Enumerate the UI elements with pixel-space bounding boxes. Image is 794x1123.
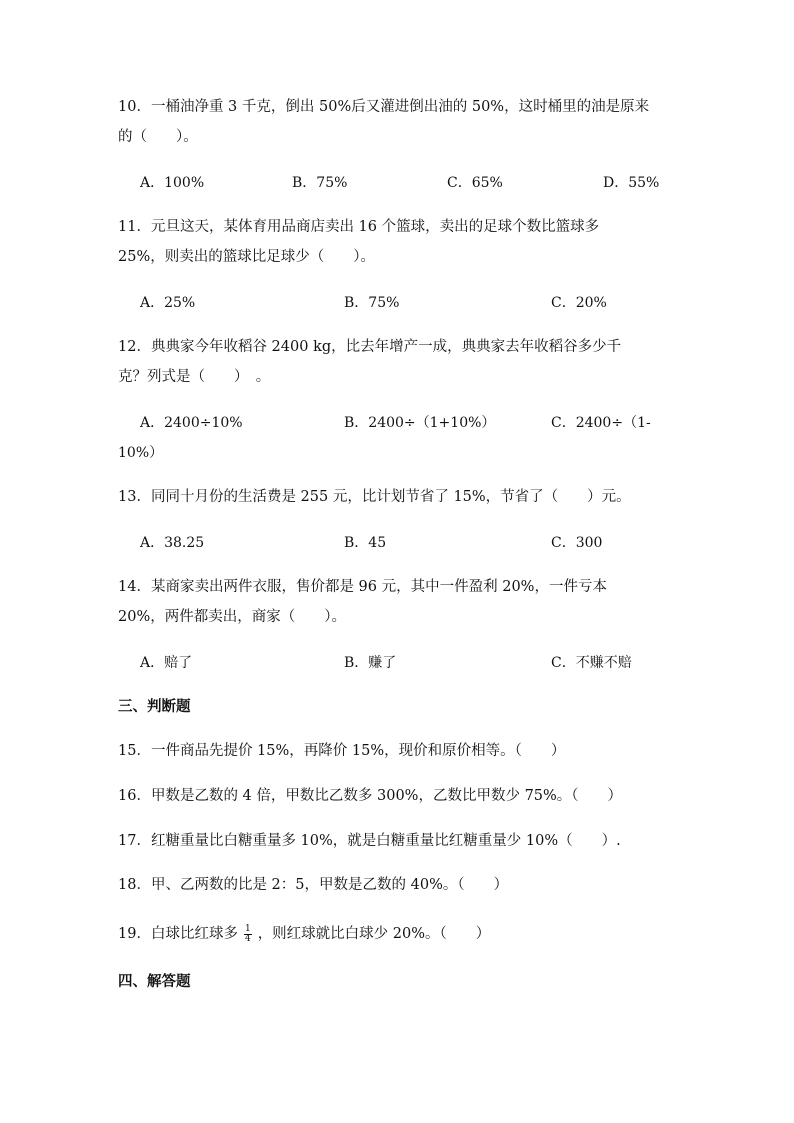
q14-option-b: B．赚了	[344, 655, 397, 671]
q10-option-b: B．75%	[292, 175, 348, 191]
q15-text: 15．一件商品先提价 15%，再降价 15%，现价和原价相等。（ ）	[118, 743, 566, 759]
q12-option-c-wrap: 10%）	[118, 445, 164, 461]
q12-line1: 12．典典家今年收稻谷 2400 kg，比去年增产一成，典典家去年收稻谷多少千	[118, 339, 622, 355]
q13-line1: 13．同同十月份的生活费是 255 元，比计划节省了 15%，节省了（ ）元。	[118, 489, 631, 505]
q13-option-b: B．45	[344, 535, 387, 551]
q11-line1: 11．元旦这天，某体育用品商店卖出 16 个篮球，卖出的足球个数比篮球多	[118, 219, 600, 235]
q18-text: 18．甲、乙两数的比是 2：5，甲数是乙数的 40%。（ ）	[118, 877, 509, 893]
q19-after: ，则红球就比白球少 20%。（ ）	[257, 926, 491, 942]
q19-before: 19．白球比红球多	[118, 926, 238, 942]
q10-option-c: C．65%	[447, 175, 503, 191]
q12-option-c: C．2400÷（1-	[551, 415, 651, 431]
q14-option-a: A．赔了	[140, 655, 193, 671]
q14-option-c: C．不赚不赔	[551, 655, 632, 671]
q19-frac-denominator: 4	[244, 933, 251, 944]
section3-title: 三、判断题	[118, 699, 191, 715]
q11-option-c: C．20%	[551, 295, 607, 311]
q12-line2: 克？列式是（ ） 。	[118, 369, 271, 385]
q19-fraction	[244, 925, 252, 944]
q11-line2: 25%，则卖出的篮球比足球少（ ）。	[118, 249, 375, 265]
q16-text: 16．甲数是乙数的 4 倍，甲数比乙数多 300%，乙数比甲数少 75%。（ ）	[118, 788, 623, 804]
q11-option-a: A．25%	[140, 295, 196, 311]
q12-option-a: A．2400÷10%	[140, 415, 243, 431]
q12-option-b: B．2400÷（1+10%）	[344, 415, 496, 431]
q14-line1: 14．某商家卖出两件衣服，售价都是 96 元，其中一件盈利 20%，一件亏本	[118, 579, 607, 595]
q17-text: 17．红糖重量比白糖重量多 10%，就是白糖重量比红糖重量少 10%（ ）.	[118, 833, 621, 849]
q10-option-d: D．55%	[603, 175, 660, 191]
q10-option-a: A．100%	[140, 175, 205, 191]
q11-option-b: B．75%	[344, 295, 400, 311]
q13-option-a: A．38.25	[140, 535, 205, 551]
section4-title: 四、解答题	[118, 974, 191, 990]
q14-line2: 20%，两件都卖出，商家（ ）。	[118, 609, 346, 625]
q19-text	[118, 924, 490, 944]
q13-option-c: C．300	[551, 535, 603, 551]
q10-line2: 的（ ）。	[118, 129, 198, 145]
q10-line1: 10．一桶油净重 3 千克，倒出 50%后又灌进倒出油的 50%，这时桶里的油是原来	[118, 99, 650, 115]
q19-frac-numerator: 1	[244, 923, 251, 934]
